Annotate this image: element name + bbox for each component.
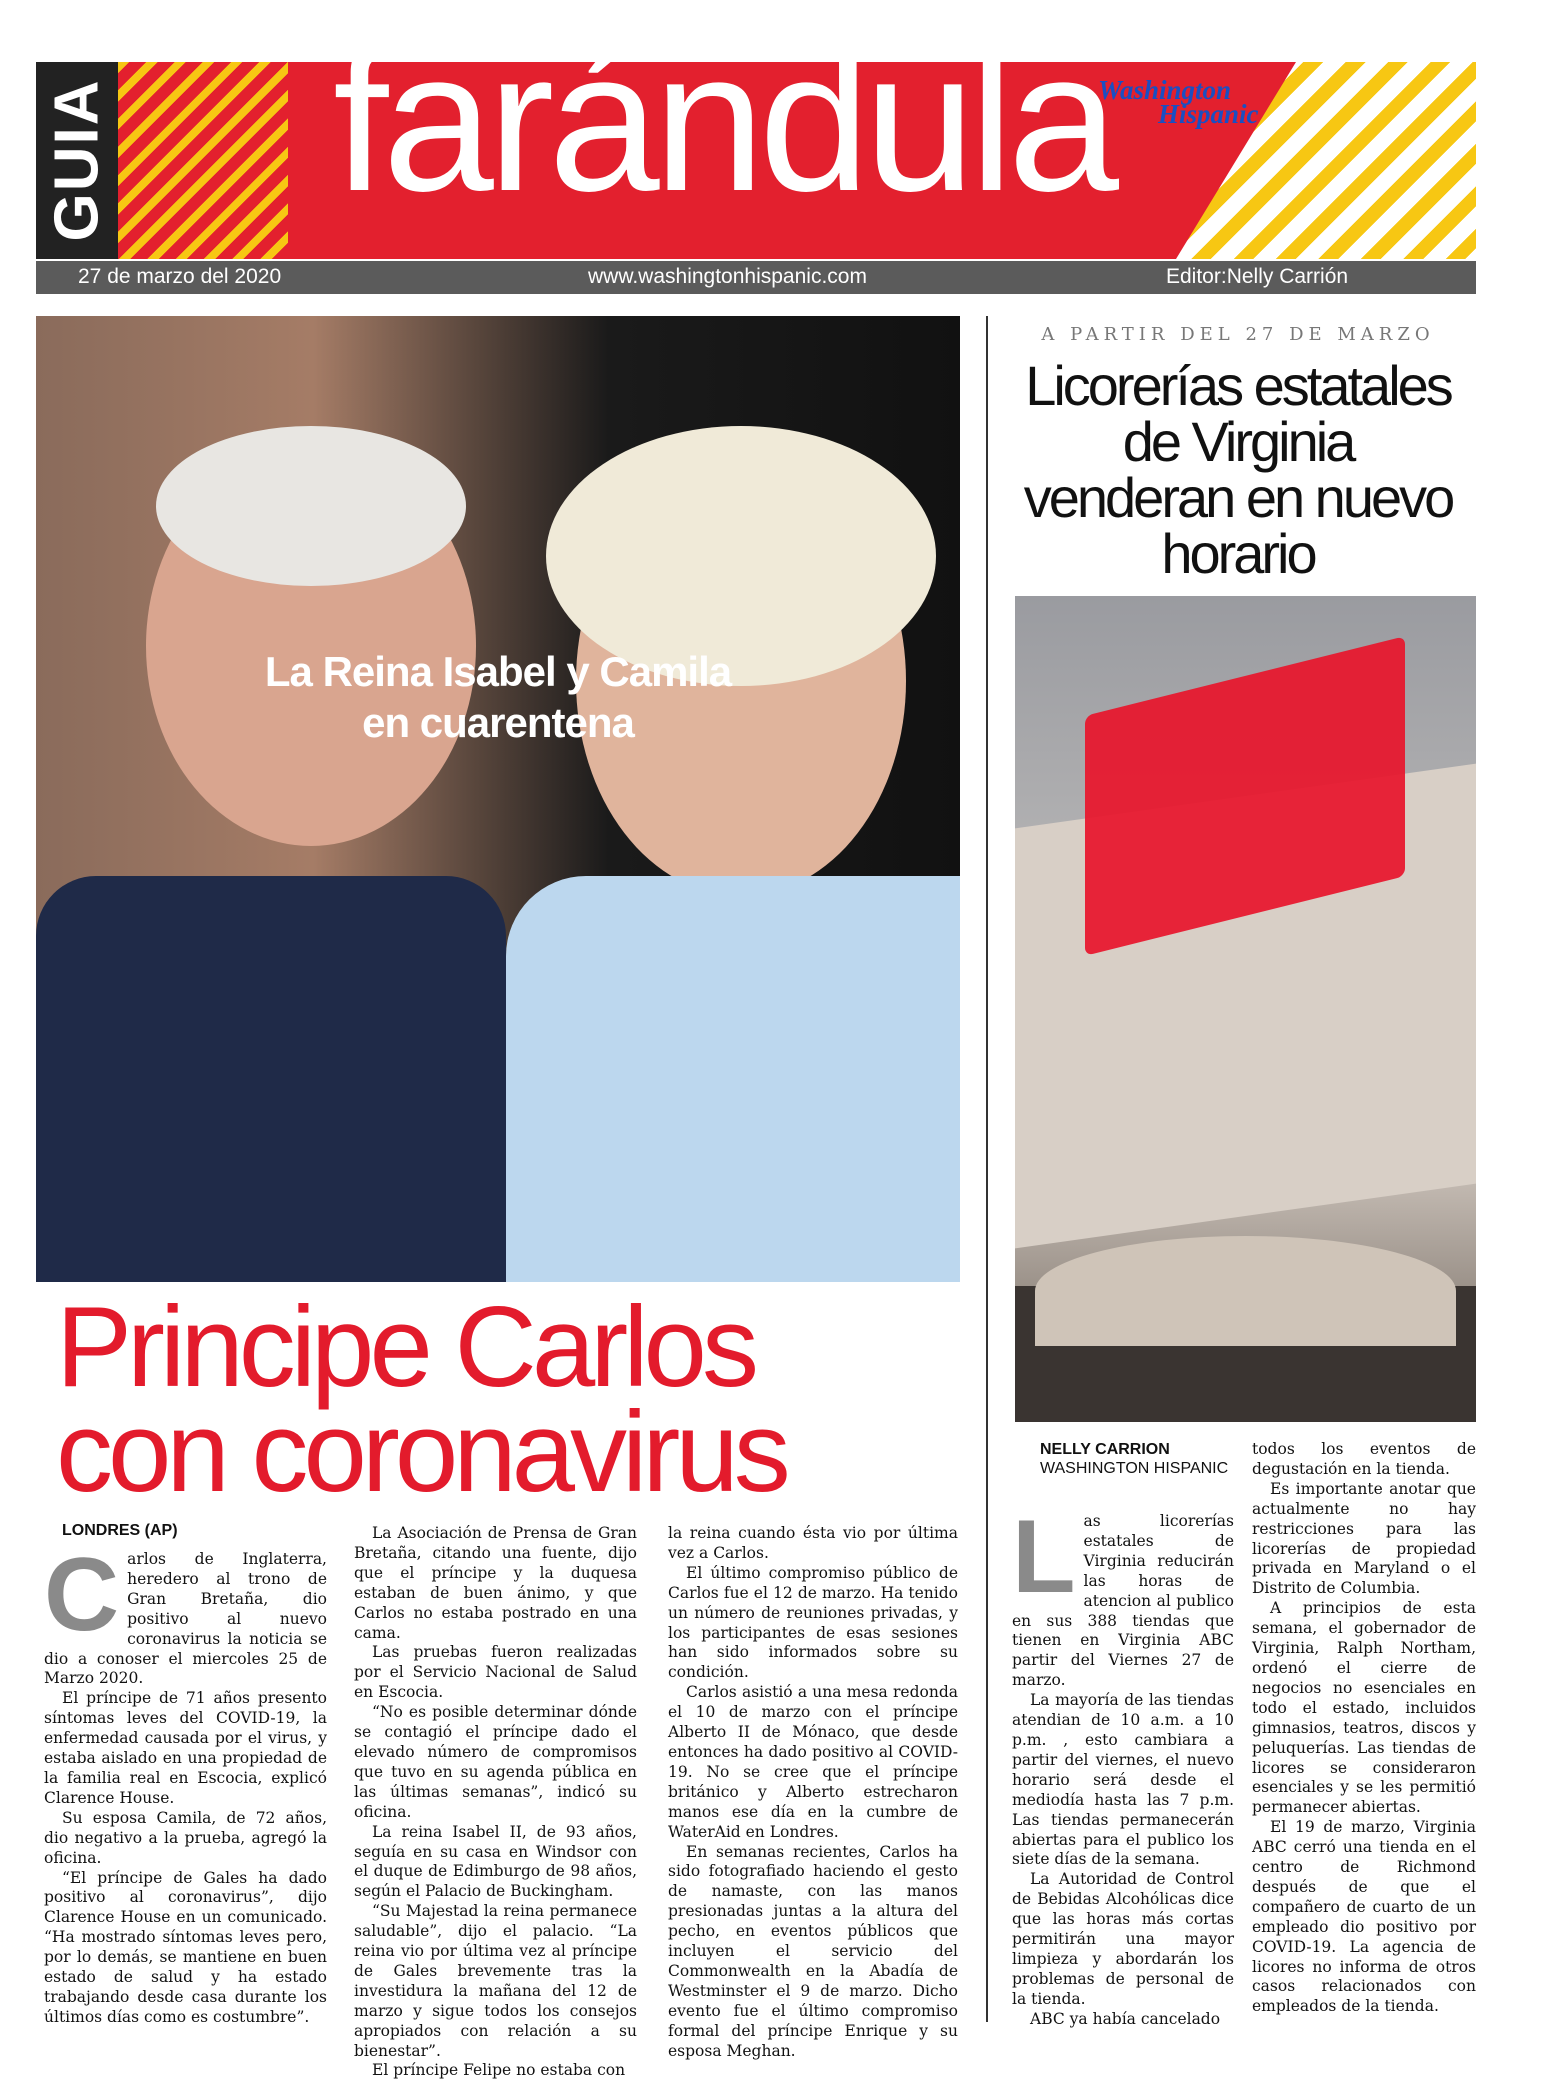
right-headline-line-1: Licorerías estatales — [1025, 354, 1451, 417]
headline-line-1: Principe Carlos — [56, 1284, 754, 1411]
paragraph: El príncipe de 71 años presento síntomas leves del COVID-19, la enfermedad causada por el virus, y estaba aislado en una propiedad de la familia real en Escocia, explicó Clarence House. — [44, 1689, 327, 1807]
kicker-line-2: en cuarentena — [362, 699, 634, 747]
right-headline-line-3: venderan en nuevo — [1023, 466, 1453, 529]
paragraph: “Su Majestad la reina permanece saludable”, dijo el palacio. “La reina vio por última vez al príncipe de Gales brevemente tras la investidura la mañana del 12 de marzo y sigue todos los consejos apropiados con relación a su bienestar”. — [354, 1902, 637, 2060]
byline — [1040, 1440, 1228, 1478]
right-kicker: A PARTIR DEL 27 DE MARZO — [1041, 324, 1435, 345]
paragraph: Las pruebas fueron realizadas por el Servicio Nacional de Salud en Escocia. — [354, 1643, 637, 1702]
photo-kicker — [36, 646, 960, 748]
drop-cap: L — [1012, 1499, 1076, 1615]
info-bar — [36, 261, 1476, 294]
article-column-3 — [668, 1524, 958, 2061]
paragraph: Las licorerías estatales de Virginia reducirán las horas de atencion al publico en sus 388 tiendas que tienen en Virginia ABC partir del Viernes 27 de marzo. — [1012, 1499, 1234, 1690]
paragraph: La Asociación de Prensa de Gran Bretaña, citando una fuente, dijo que el príncipe y la duquesa estaban de buen ánimo, y que Carlos no estaba postrado en una cama. — [354, 1524, 637, 1642]
paragraph: “No es posible determinar dónde se contagió el príncipe dado el elevado número de compromisos que tuvo en su agenda pública en las últimas semanas”, indicó su oficina. — [354, 1703, 637, 1821]
main-headline — [56, 1284, 976, 1516]
issue-date: 27 de marzo del 2020 — [78, 265, 282, 288]
paragraph: Carlos de Inglaterra, heredero al trono de Gran Bretaña, dio positivo al nuevo coronavirus la noticia se dio a conoser el miercoles 25 de Marzo 2020. — [44, 1537, 327, 1688]
paragraph: todos los eventos de degustación en la tienda. — [1252, 1440, 1476, 1478]
section-label: GUIA — [42, 78, 112, 242]
headline-line-2: con coronavirus — [56, 1388, 786, 1516]
right-article-column-2 — [1252, 1440, 1476, 2017]
paragraph: La reina Isabel II, de 93 años, seguía en su casa en Windsor con el duque de Edimburgo de 98 años, según el Palacio de Buckingham. — [354, 1822, 637, 1901]
paragraph: El último compromiso público de Carlos fue el 12 de marzo. Ha tenido un número de reuniones privadas, y los participantes de esas sesiones han sido informados sobre su condición. — [668, 1563, 958, 1682]
photo-hair-left — [156, 426, 466, 586]
masthead-banner — [118, 10, 1476, 259]
abc-store-sign-photo — [1015, 596, 1476, 1422]
paragraph: ABC ya había cancelado — [1030, 2009, 1221, 2028]
paragraph: la reina cuando ésta vio por última vez a Carlos. — [668, 1524, 958, 1562]
paragraph: En semanas recientes, Carlos ha sido fotografiado haciendo el gesto de namaste, con las manos presionadas juntas a la altura del pecho, en eventos públicos que incluyen el servicio del Commonwealth en la Abadía de Westminster el 9 de marzo. Dicho evento fue el último compromiso formal del príncipe Enrique y su esposa Meghan. — [668, 1842, 958, 2060]
editor-credit: Editor:Nelly Carrión — [1166, 265, 1349, 288]
column-divider — [986, 316, 988, 2022]
section-label-block — [36, 62, 118, 259]
paragraph: La mayoría de las tiendas atendian de 10 a.m. a 10 p.m. , esto cambiara a partir del viernes, el nuevo horario será desde el mediodía hasta las 7 p.m. Las tiendas permanecerán abiertas para el publico los siete días de la semana. — [1012, 1691, 1234, 1869]
stripes-left-decoration — [118, 62, 288, 259]
article-column-2 — [354, 1524, 637, 2081]
right-article-column-1 — [1012, 1499, 1234, 2030]
paragraph: El príncipe Felipe no estaba con — [372, 2061, 626, 2080]
paragraph: Su esposa Camila, de 72 años, dio negativo a la prueba, agregó la oficina. — [44, 1808, 327, 1867]
paragraph: La Autoridad de Control de Bebidas Alcohólicas dice que las horas más cortas permitirán una mayor limpieza y abordarán los problemas de personal de la tienda. — [1012, 1870, 1234, 2008]
right-headline-line-2: de Virginia — [1122, 410, 1354, 473]
drop-cap: C — [44, 1537, 120, 1653]
paragraph: Es importante anotar que actualmente no hay restricciones para las licorerías de propiedad privada en Maryland o el Distrito de Columbia. — [1252, 1479, 1476, 1598]
masthead — [36, 10, 1476, 259]
website-link[interactable]: www.washingtonhispanic.com — [588, 265, 867, 288]
paragraph: A principios de esta semana, el gobernador de Virginia, Ralph Northam, ordenó el cierre de negocios no esenciales en todo el estado, incluidos gimnasios, teatros, discos y peluquerías. Las tiendas de licores se consideraron esenciales y se les permitió permanecer abiertas. — [1252, 1599, 1476, 1817]
paragraph: “El príncipe de Gales ha dado positivo al coronavirus”, dijo Clarence House en un comunicado. “Ha mostrado síntomas leves pero, por lo demás, se mantiene en buen estado de salud y ha estado trabajando desde casa durante los últimos días como es costumbre”. — [44, 1868, 327, 2026]
byline-organization: WASHINGTON HISPANIC — [1040, 1460, 1229, 1477]
right-headline-line-4: horario — [1161, 522, 1315, 585]
photo-arch — [1035, 1236, 1456, 1346]
photo-suit — [36, 876, 506, 1282]
kicker-line-1: La Reina Isabel y Camila — [264, 648, 732, 695]
byline-author: NELLY CARRION — [1040, 1441, 1170, 1458]
paragraph: El 19 de marzo, Virginia ABC cerró una tienda en el centro de Richmond después de que el compañero de cuarto de un empleado dio positivo por COVID-19. La agencia de licores no informa de otros casos relacionados con empleados de la tienda. — [1252, 1818, 1476, 2016]
prince-charles-camilla-photo — [36, 316, 960, 1282]
dateline: LONDRES (AP) — [62, 1522, 178, 1539]
paragraph: Carlos asistió a una mesa redonda el 10 de marzo con el príncipe Alberto II de Mónaco, que desde entonces ha dado positivo al COVID-19. No se cree que el príncipe británico y Alberto estrecharon manos ese día en la cumbre de WaterAid en Londres. — [668, 1683, 958, 1841]
right-headline — [1000, 354, 1476, 585]
article-column-1 — [44, 1537, 327, 2028]
photo-dress — [506, 876, 960, 1282]
masthead-title: farándula — [333, 10, 1113, 233]
washington-hispanic-logo: Washington Hispanic — [1098, 75, 1259, 130]
